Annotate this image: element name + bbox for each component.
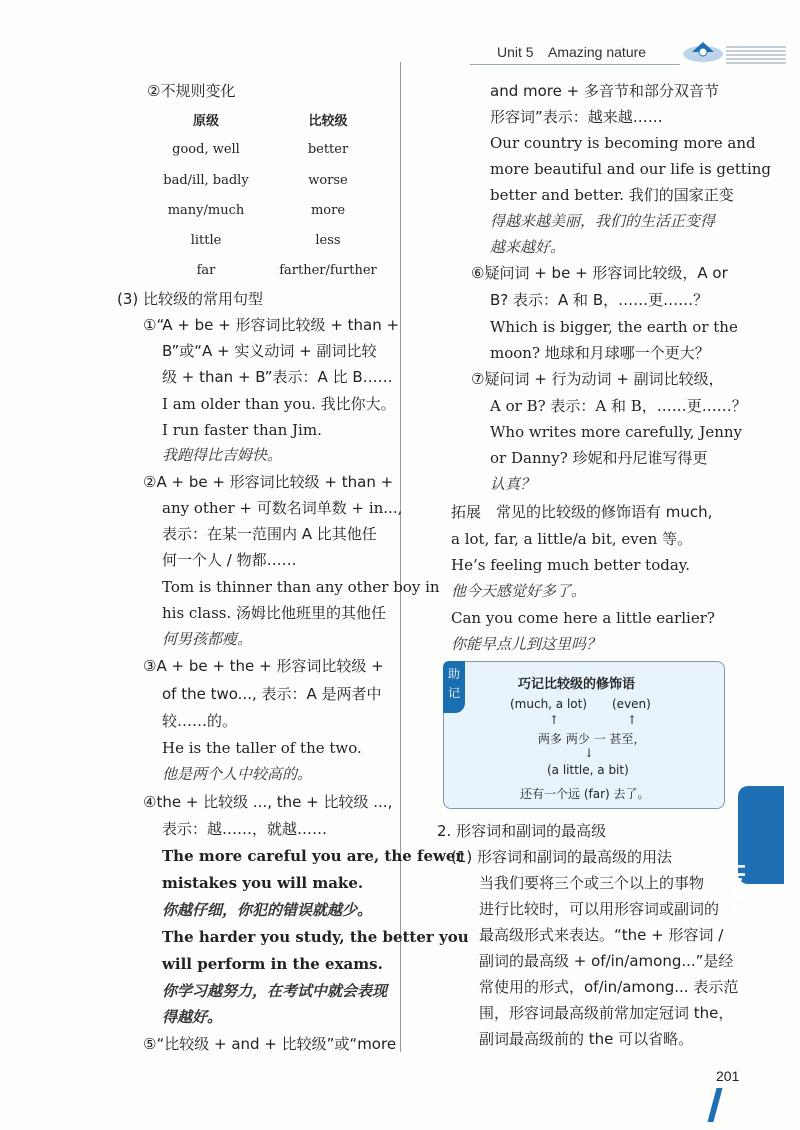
text-line: 何男孩都瘦。 <box>162 630 253 648</box>
text-line: ①“A + be + 形容词比较级 + than + <box>143 316 400 334</box>
text-line: The more careful you are, the fewer <box>162 847 464 865</box>
memo-bottom-words: (a little, a bit) <box>547 763 629 777</box>
text-line: 你越仔细，你犯的错误就越少。 <box>162 901 373 919</box>
text-line: moon? 地球和月球哪一个更大？ <box>490 344 710 362</box>
header-unit: Unit 5 <box>497 44 534 60</box>
text-line: of the two..., 表示：A 是两者中 <box>162 685 382 703</box>
extension-note: 拓展 常见的比较级的修饰语有 much, <box>451 503 713 521</box>
text-line: Can you come here a little earlier? <box>451 609 715 627</box>
text-line: 他今天感觉好多了。 <box>451 582 587 600</box>
text-line: 他是两个人中较高的。 <box>162 765 313 783</box>
text-line: 级 + than + B”表示：A 比 B…… <box>162 368 393 386</box>
text-line: 表示：在某一范围内 A 比其他任 <box>162 525 377 543</box>
text-line: better and better. 我们的国家正变 <box>490 186 734 204</box>
text-line: ②A + be + 形容词比较级 + than + <box>143 473 394 491</box>
section3-title: (3) 比较级的常用句型 <box>117 290 264 308</box>
text-line: ④the + 比较级 ..., the + 比较级 ..., <box>143 793 393 811</box>
text-line: 得越好。 <box>162 1008 223 1026</box>
text-line: 得越来越美丽，我们的生活正变得 <box>490 212 716 230</box>
text-line: ⑥疑问词 + be + 形容词比较级，A or <box>471 264 728 282</box>
text-line: more beautiful and our life is getting <box>490 160 772 178</box>
text-line: 认真？ <box>490 475 536 493</box>
table-cell: worse <box>308 173 348 188</box>
memo-middle: 两多 两少 一 甚至， <box>538 732 646 746</box>
unit-side-tab[interactable] <box>728 786 784 915</box>
header-rule <box>470 64 680 65</box>
text-line: B”或“A + 实义动词 + 副词比较 <box>162 342 377 360</box>
text-line: any other + 可数名词单数 + in..., <box>162 499 403 517</box>
text-line: Our country is becoming more and <box>490 134 756 152</box>
text-line: Tom is thinner than any other boy in <box>162 578 440 596</box>
table-cell: far <box>196 263 216 278</box>
section2-subtitle: (1) 形容词和副词的最高级的用法 <box>451 848 673 866</box>
text-line: 何一个人 / 物都…… <box>162 551 297 569</box>
text-line: ⑤“比较级 + and + 比较级”或“more <box>143 1035 397 1053</box>
table-cell: bad/ill, badly <box>163 173 249 188</box>
text-line: and more + 多音节和部分双音节 <box>490 82 719 100</box>
header-stripes <box>726 44 786 66</box>
text-line: I am older than you. 我比你大。 <box>162 395 396 413</box>
text-line: A or B? 表示：A 和 B，……更……？ <box>490 397 747 415</box>
text-line: 较……的。 <box>162 712 238 730</box>
irregular-title: ②不规则变化 <box>147 82 236 100</box>
text-line: ⑦疑问词 + 行为动词 + 副词比较级， <box>471 370 724 388</box>
text-line: He is the taller of the two. <box>162 739 362 757</box>
text-line: will perform in the exams. <box>162 955 383 973</box>
text-line: The harder you study, the better you <box>162 928 469 946</box>
text-line: or Danny? 珍妮和丹尼谁写得更 <box>490 449 708 467</box>
text-line: 进行比较时，可以用形容词或副词的 <box>479 900 720 918</box>
text-line: Who writes more carefully, Jenny <box>490 423 743 441</box>
text-line: He’s feeling much better today. <box>451 556 691 574</box>
text-line: 常使用的形式，of/in/among... 表示范 <box>479 978 739 996</box>
table-head-base: 原级 <box>192 114 219 129</box>
table-cell: less <box>315 233 341 248</box>
arrow-up-icon: ↑ <box>549 713 560 727</box>
text-line: 副词的最高级 + of/in/among...”是经 <box>479 952 734 970</box>
page-corner-mark <box>707 1088 722 1122</box>
text-line: I run faster than Jim. <box>162 421 322 439</box>
text-line: 当我们要将三个或三个以上的事物 <box>479 874 705 892</box>
text-line: 副词最高级前的 the 可以省略。 <box>479 1030 694 1048</box>
text-line: 我跑得比吉姆快。 <box>162 446 283 464</box>
text-line: ③A + be + the + 形容词比较级 + <box>143 657 384 675</box>
text-line: Which is bigger, the earth or the <box>490 318 738 336</box>
header-logo-icon <box>680 38 726 64</box>
memo-tag: 助记 <box>443 661 465 713</box>
table-cell: better <box>307 142 349 157</box>
memo-right-words: (even) <box>612 697 651 711</box>
text-line: 表示：越……，就越…… <box>162 820 328 838</box>
text-line: B? 表示：A 和 B，……更……？ <box>490 291 709 309</box>
text-line: mistakes you will make. <box>162 874 364 892</box>
header-title: Amazing nature <box>548 44 647 60</box>
table-cell: farther/further <box>279 263 377 278</box>
table-cell: many/much <box>167 203 245 218</box>
column-divider <box>400 62 401 1052</box>
unit-side-tab-label: Unit 5 <box>728 864 748 915</box>
text-line: 你能早点儿到这里吗？ <box>451 635 602 653</box>
text-line: a lot, far, a little/a bit, even 等。 <box>451 530 693 548</box>
memo-left-words: (much, a lot) <box>510 697 588 711</box>
table-cell: good, well <box>172 142 240 157</box>
page-number: 201 <box>716 1068 740 1084</box>
table-cell: little <box>190 233 222 248</box>
table-head-comparative: 比较级 <box>308 114 348 129</box>
memo-title: 巧记比较级的修饰语 <box>518 677 636 692</box>
arrow-down-icon: ↓ <box>584 746 595 760</box>
table-cell: more <box>310 203 346 218</box>
text-line: 你学习越努力，在考试中就会表现 <box>162 982 388 1000</box>
text-line: 最高级形式来表达。“the + 形容词 / <box>479 926 724 944</box>
text-line: 形容词”表示：越来越…… <box>490 108 663 126</box>
section2-title: 2. 形容词和副词的最高级 <box>437 822 607 840</box>
arrow-up-icon: ↑ <box>627 713 638 727</box>
memo-last: 还有一个远 (far) 去了。 <box>520 787 650 801</box>
text-line: 围，形容词最高级前常加定冠词 the， <box>479 1004 734 1022</box>
text-line: 越来越好。 <box>490 238 566 256</box>
text-line: his class. 汤姆比他班里的其他任 <box>162 604 386 622</box>
